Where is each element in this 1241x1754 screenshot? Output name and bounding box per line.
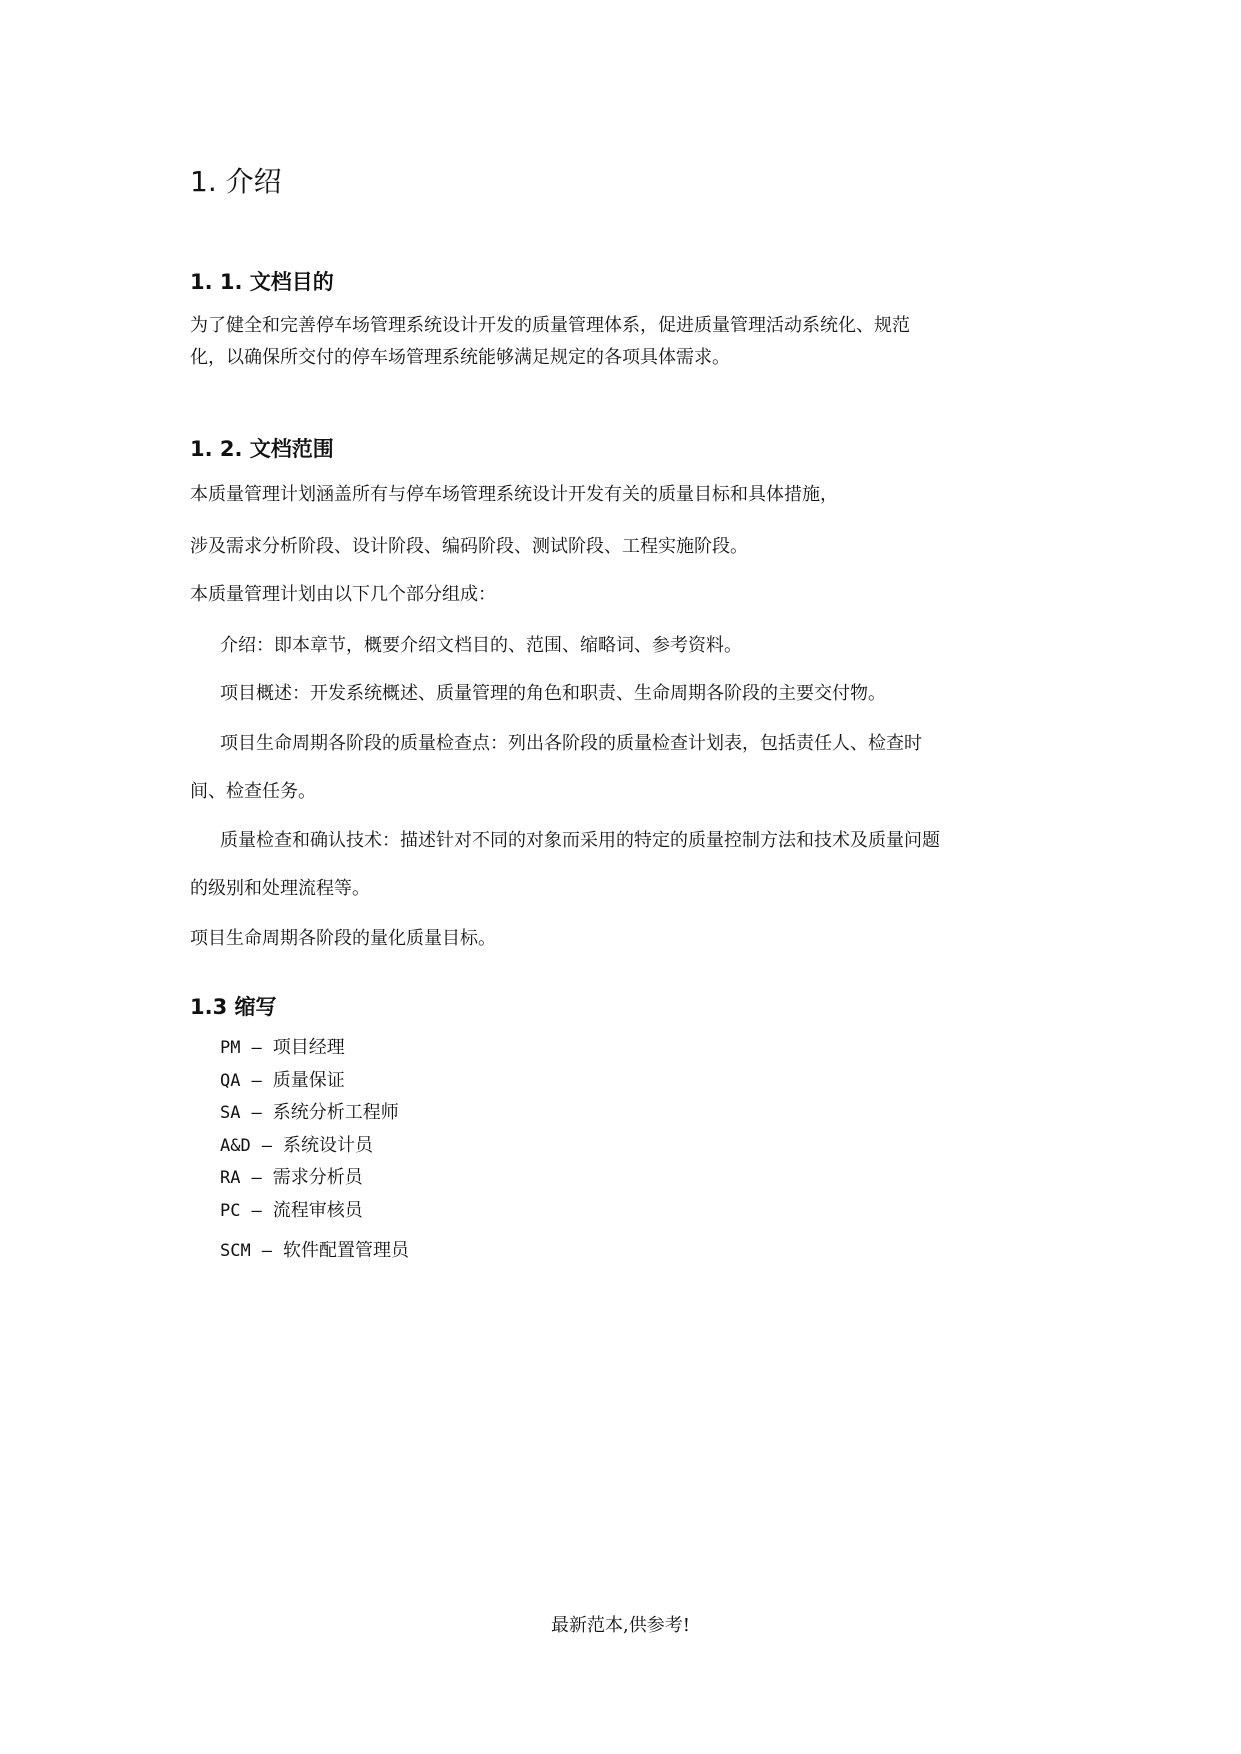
abbreviation-meaning: 流程审核员 — [272, 1199, 363, 1221]
abbreviation-separator: – — [251, 1038, 262, 1058]
abbreviation-separator: – — [251, 1200, 262, 1221]
abbreviation-separator: – — [261, 1135, 272, 1156]
abbreviation-separator: – — [261, 1241, 272, 1261]
scope-item-quality-targets: 项目生命周期各阶段的量化质量目标。 — [190, 928, 496, 949]
abbreviation-separator: – — [251, 1103, 262, 1123]
abbreviation-meaning: 项目经理 — [272, 1037, 345, 1058]
heading-document-purpose: 1. 1. 文档目的 — [190, 270, 334, 294]
abbreviation-item-ra — [220, 1162, 409, 1195]
page-footer: 最新范本,供参考! — [551, 1615, 690, 1636]
abbreviation-item-ad — [220, 1130, 409, 1163]
scope-paragraph-1: 本质量管理计划涵盖所有与停车场管理系统设计开发有关的质量目标和具体措施， — [190, 484, 838, 505]
scope-paragraph-2: 涉及需求分析阶段、设计阶段、编码阶段、测试阶段、工程实施阶段。 — [190, 536, 748, 557]
heading-introduction: 1. 介绍 — [190, 165, 282, 198]
abbreviation-list — [220, 1032, 409, 1268]
scope-item-project-overview: 项目概述：开发系统概述、质量管理的角色和职责、生命周期各阶段的主要交付物。 — [220, 683, 886, 704]
abbreviation-item-pm — [220, 1032, 409, 1065]
scope-item-introduction: 介绍：即本章节，概要介绍文档目的、范围、缩略词、参考资料。 — [220, 635, 742, 656]
abbreviation-item-scm — [220, 1235, 409, 1268]
scope-item-quality-checkpoints-cont: 间、检查任务。 — [190, 781, 316, 802]
abbreviation-meaning: 系统设计员 — [282, 1134, 373, 1156]
abbreviation-code: SA — [220, 1103, 241, 1123]
abbreviation-item-pc — [220, 1195, 409, 1228]
purpose-line-2: 化，以确保所交付的停车场管理系统能够满足规定的各项具体需求。 — [190, 347, 730, 368]
abbreviation-code: PM — [220, 1038, 241, 1058]
abbreviation-item-sa — [220, 1097, 409, 1130]
scope-item-verification-techniques-cont: 的级别和处理流程等。 — [190, 878, 370, 899]
heading-abbreviations: 1.3 缩写 — [190, 995, 277, 1019]
abbreviation-meaning: 质量保证 — [272, 1069, 345, 1091]
heading-document-scope: 1. 2. 文档范围 — [190, 437, 334, 461]
abbreviation-meaning: 软件配置管理员 — [282, 1240, 409, 1261]
abbreviation-meaning: 需求分析员 — [272, 1167, 363, 1188]
scope-item-verification-techniques: 质量检查和确认技术：描述针对不同的对象而采用的特定的质量控制方法和技术及质量问题 — [220, 830, 940, 851]
abbreviation-code: PC — [220, 1200, 241, 1221]
abbreviation-code: A&D — [220, 1135, 251, 1156]
abbreviation-separator: – — [251, 1070, 262, 1091]
abbreviation-code: QA — [220, 1070, 241, 1091]
abbreviation-code: RA — [220, 1168, 241, 1188]
abbreviation-code: SCM — [220, 1241, 251, 1261]
abbreviation-separator: – — [251, 1168, 262, 1188]
scope-item-quality-checkpoints: 项目生命周期各阶段的质量检查点：列出各阶段的质量检查计划表，包括责任人、检查时 — [220, 733, 922, 754]
abbreviation-item-qa — [220, 1065, 409, 1098]
scope-paragraph-3: 本质量管理计划由以下几个部分组成： — [190, 584, 496, 605]
purpose-line-1: 为了健全和完善停车场管理系统设计开发的质量管理体系，促进质量管理活动系统化、规范 — [190, 315, 910, 336]
abbreviation-meaning: 系统分析工程师 — [272, 1102, 399, 1123]
